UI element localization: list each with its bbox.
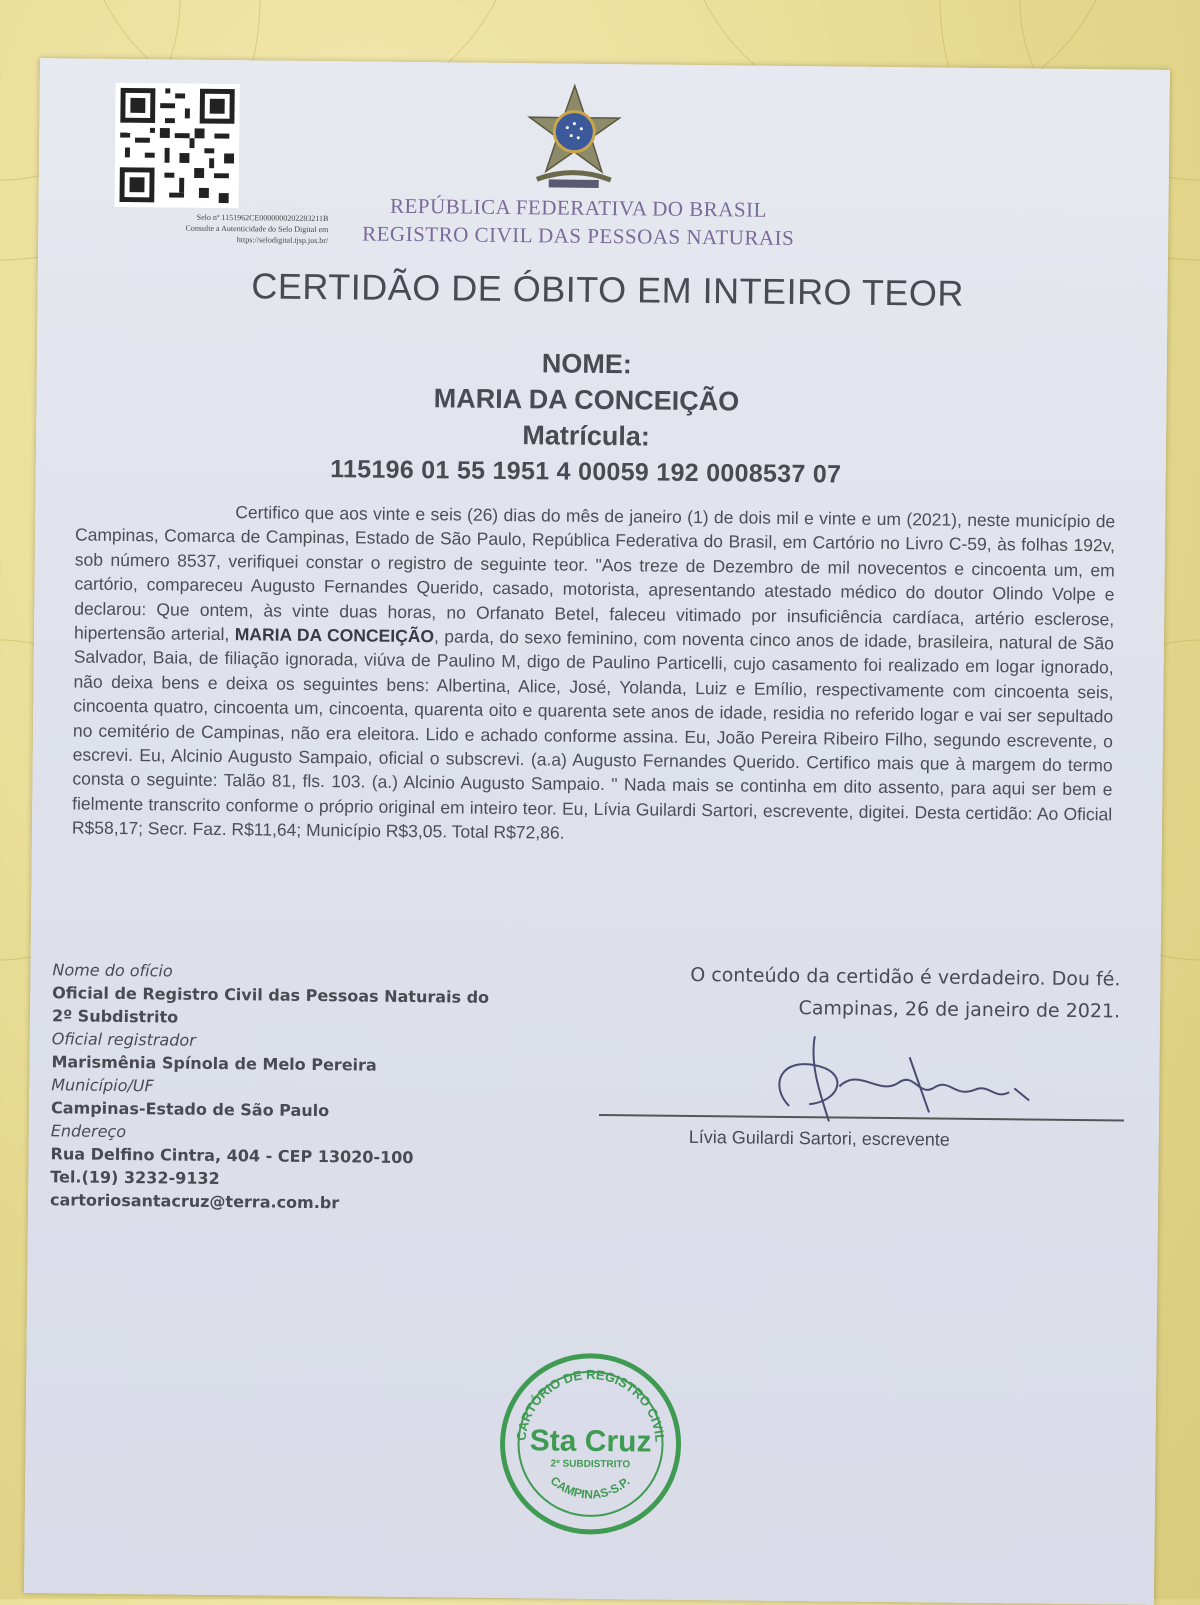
- phone-value: Tel.(19) 3232-9132: [50, 1167, 220, 1189]
- republic-name: REPÚBLICA FEDERATIVA DO BRASIL: [389, 193, 768, 222]
- document-title: CERTIDÃO DE ÓBITO EM INTEIRO TEOR: [251, 265, 965, 314]
- handwritten-signature: [729, 1025, 1090, 1129]
- signer-name: Lívia Guilardi Sartori, escrevente: [688, 1126, 950, 1150]
- stamp-top-text: CARTÓRIO DE REGISTRO CIVIL: [513, 1366, 668, 1443]
- office-name-line1: Oficial de Registro Civil das Pessoas Naturais do: [52, 983, 490, 1007]
- coat-of-arms-icon: [519, 83, 630, 192]
- certificate-paper: [24, 58, 1170, 1605]
- registry-name: REGISTRO CIVIL DAS PESSOAS NATURAIS: [362, 221, 795, 250]
- certification-block: [590, 958, 1121, 1028]
- qr-code: [114, 83, 239, 208]
- seal-consult-text: Consulte a Autenticidade do Selo Digital em: [185, 223, 329, 235]
- notary-stamp: [495, 1348, 687, 1540]
- body-part-1: Certifico que aos vinte e seis (26) dias do mês de janeiro (1) de dois mil e vinte e um (2021), neste município de Campinas, Comarca de Campinas, Estado de São Paulo, República Federativa do Brasil, em Cartório no Livro C-59, às folhas 192v, sob número 8537, verifiquei constar o registro de seguinte teor. "Aos treze de Dezembro de mil novecentos e cincoenta um, em cartório, compareceu Augusto Fernandes Querido, casado, motorista, apresentando atestado médico do doutor Olindo Volpe e declarou: Que ontem, às vinte duas horas, no Orfanato Betel, faleceu vitimado por insuficiência cardíaca, artério esclerose, hipertensão arterial,: [73, 502, 1116, 645]
- seal-url[interactable]: https://selodigital.tjsp.jus.br/: [236, 235, 329, 246]
- registration-label: Matrícula:: [522, 420, 651, 452]
- office-name-label: Nome do ofício: [52, 960, 173, 981]
- person-block: [236, 342, 937, 493]
- registrar-name: Marismênia Spínola de Melo Pereira: [51, 1052, 377, 1075]
- body-part-2: , parda, do sexo feminino, com noventa cinco anos de idade, brasileira, natural de São Salvador, Baia, de filiação ignorada, viúva de Paulino M, digo de Paulino Particelli, cujo casamento foi realizado em logar ignorado, não deixa bens e deixa os seguintes bens: Albertina, Alice, José, Yolanda, Luiz e Emílio, respectivamente com cincoenta seis, cincoenta quatro, cincoenta um, cincoenta, quarenta oito e quarenta sete anos de idade, residia no referido logar e vai ser sepultado no cemitério de Campinas, não era eleitora. Lido e achado conforme assina. Eu, João Pereira Ribeiro Filho, segundo escrevente, o escrevi. Eu, Alcinio Augusto Sampaio, oficial o subscrevi. (a.a) Augusto Fernandes Querido. Certifico mais que à margem do termo consta o seguinte: Talão 81, fls. 103. (a.) Alcinio Augusto Sampaio. " Nada mais se continha em dito assento, para aqui ser bem e fielmente transcrito conforme o próprio original em inteiro teor. Eu, Lívia Guilardi Sartori, escrevente, digitei. Desta certidão: Ao Oficial R$58,17; Secr. Faz. R$11,64; Município R$3,05. Total R$72,86.: [71, 626, 1115, 843]
- svg-text:CAMPINAS-S.P.: [548, 1473, 633, 1502]
- certificate-body: [72, 498, 1116, 851]
- seal-number: Selo nº 1151962CE0000000202283211B: [196, 212, 329, 224]
- digital-seal-info: [78, 210, 328, 246]
- stamp-center-text: Sta Cruz: [529, 1424, 652, 1459]
- person-name: MARIA DA CONCEIÇÃO: [433, 383, 740, 417]
- office-name-line2: 2º Subdistrito: [51, 1006, 179, 1027]
- registrar-label: Oficial registrador: [51, 1029, 196, 1050]
- registration-number: 115196 01 55 1951 4 00059 192 0008537 07: [330, 455, 842, 489]
- city-label: Município/UF: [51, 1075, 154, 1096]
- stamp-bottom-text: CAMPINAS-S.P.: [547, 1473, 633, 1502]
- address-value: Rua Delfino Cintra, 404 - CEP 13020-100: [50, 1144, 414, 1168]
- stamp-sub-text: 2º SUBDISTRITO: [550, 1458, 631, 1471]
- place-date: Campinas, 26 de janeiro de 2021.: [798, 997, 1121, 1023]
- certification-statement: O conteúdo da certidão é verdadeiro. Dou fé.: [690, 963, 1121, 991]
- header-institution: [318, 191, 839, 252]
- name-label: NOME:: [541, 348, 633, 380]
- office-info: [50, 958, 613, 1217]
- city-value: Campinas-Estado de São Paulo: [50, 1098, 330, 1121]
- body-deceased-name: MARIA DA CONCEIÇÃO: [234, 624, 435, 647]
- email-value[interactable]: cartoriosantacruz@terra.com.br: [49, 1190, 340, 1213]
- address-label: Endereço: [50, 1121, 127, 1142]
